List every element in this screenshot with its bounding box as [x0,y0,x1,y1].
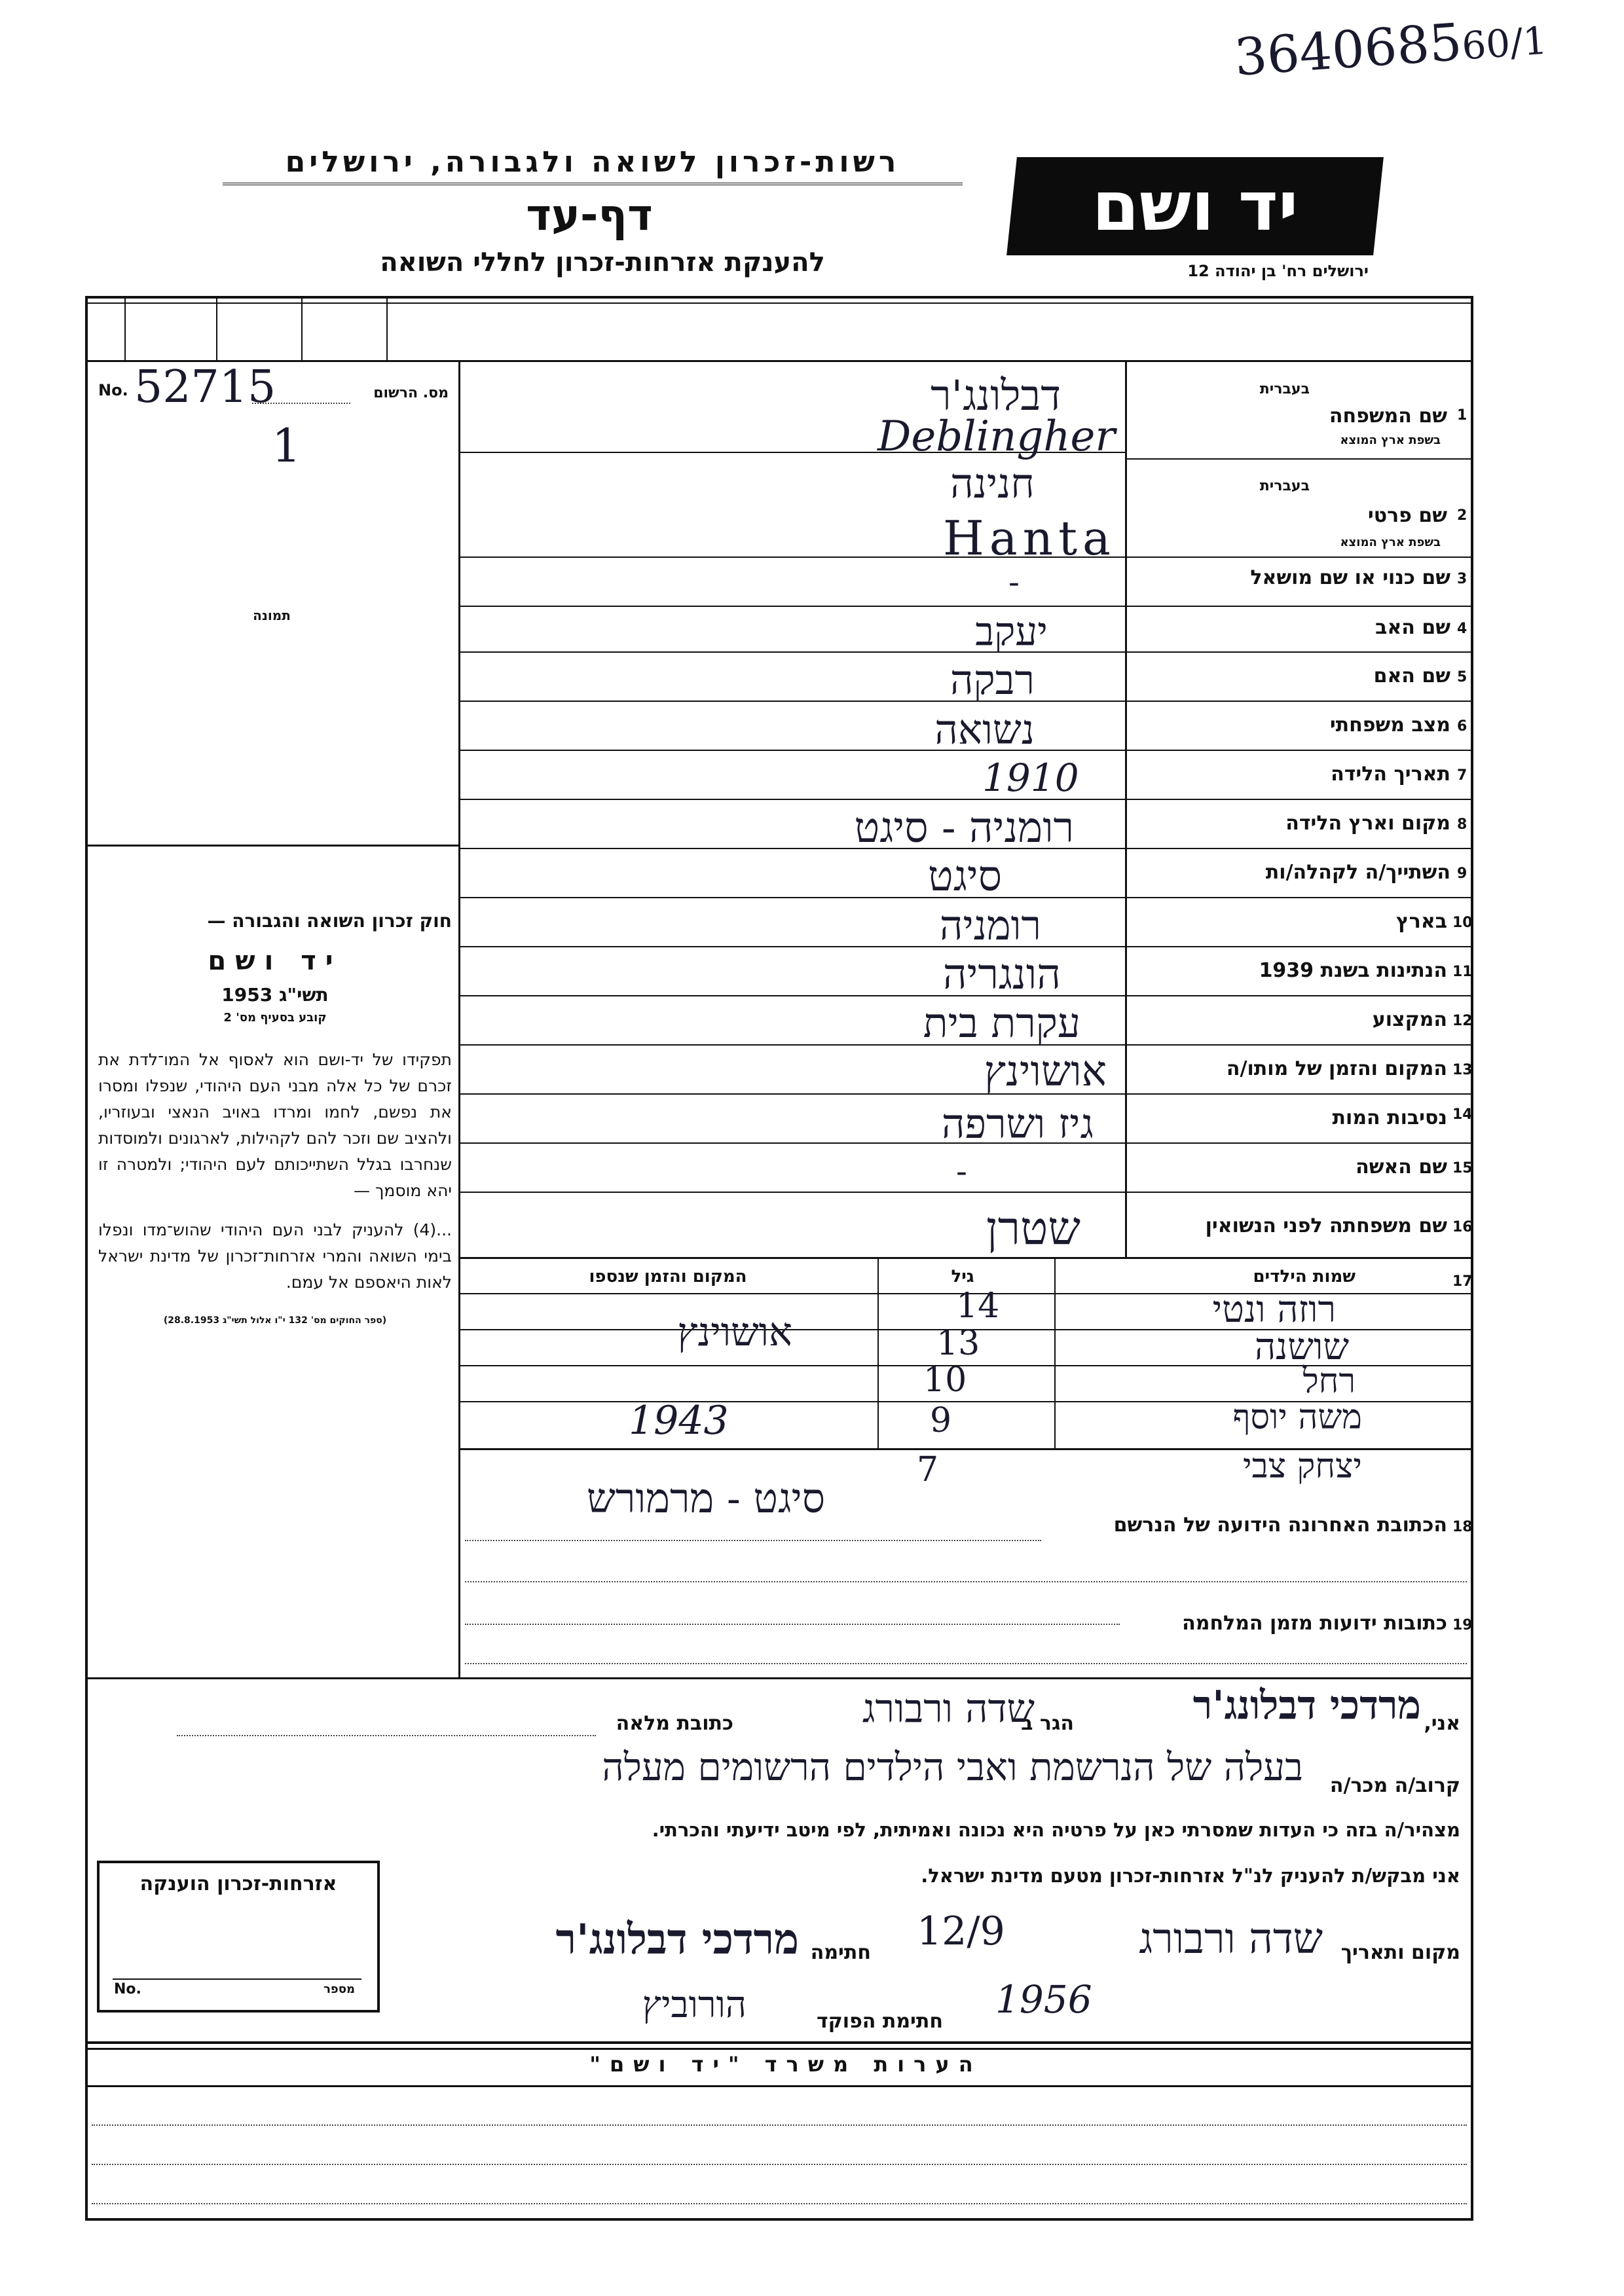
field-16-value: שטרן [986,1201,1080,1255]
no-label: No. [98,381,128,399]
footer-title: הערות משרד "יד ושם" [589,2052,982,2077]
officer-signature-label: חתימת הפוקד [817,2010,943,2033]
certificate-box [97,1861,380,2013]
field-1-sub2: בשפת ארץ המוצא [1340,433,1441,447]
field-6-num: 6 [1457,718,1467,735]
field-13-label: המקום והזמן של מותו/ה [1226,1057,1447,1080]
child-age-4: 9 [930,1401,952,1440]
form-subtitle: להענקת אזרחות-זכרון לחללי השואה [380,247,825,278]
field-6-label: מצב משפחתי [1329,714,1450,737]
field-12-value: עקרת בית [923,999,1080,1047]
children-col-names: שמות הילדים [1253,1267,1356,1286]
signature-label: חתימה [810,1941,871,1964]
child-place-4: 1943 [629,1398,729,1444]
field-12-num: 12 [1452,1013,1473,1029]
field-2-value-latin: Hanta [943,511,1116,566]
field-2-label: שם פרטי [1367,504,1447,527]
field-18-value: סיגט - מרמורש [587,1474,825,1522]
law-name: יד ושם [208,946,342,976]
field-5-value: רבקה [950,656,1035,704]
child-name-1: רוזה ונטי [1212,1288,1336,1331]
field-6-value: נשואה [934,706,1035,754]
field-11-label: הנתינות בשנת 1939 [1259,959,1447,982]
child-name-4: משה יוסף [1232,1398,1362,1437]
form-title: דף-עד [526,190,653,240]
field-9-value: סיגט [928,852,1002,901]
child-name-2: שושנה [1254,1326,1349,1368]
registration-box [88,361,458,845]
field-16-label: שם משפחתה לפני הנשואין [1205,1214,1447,1237]
field-1-value-hebrew: דבלונג'ר [931,372,1061,420]
certificate-number-label: מספר [323,1982,355,1996]
archive-number-suffix: 60/1 [1460,18,1549,69]
field-14-value: גיז ושרפה [941,1100,1094,1148]
field-2-sub1: בעברית [1259,478,1310,494]
archive-number [1232,10,1549,88]
law-text-2: ...(4) להעניק לבני העם היהודי שהוש־מדו ונפלו בימי השואה והמרי אזרחות־זכרון של מדינת ישראל לאות היאספם אל עמם. [98,1220,452,1292]
child-age-1: 14 [956,1286,1000,1326]
resides-label: הגר ב [1021,1712,1074,1735]
field-3-num: 3 [1457,571,1467,587]
child-age-3: 10 [923,1360,967,1400]
field-14-label: נסיבות המות [1332,1106,1447,1129]
field-8-label: מקום וארץ הלידה [1285,812,1450,835]
logo-text: יד ושם [1092,166,1299,246]
photo-label: תמונה [253,608,291,623]
field-2-num: 2 [1457,507,1467,524]
address: ירושלים רח' בן יהודה 12 [1187,262,1369,280]
full-address-label: כתובת מלאה [616,1712,733,1735]
field-18-label: הכתובת האחרונה הידועה של הנרשם [1113,1514,1447,1537]
declaration-statement-2: אני מבקש/ת להעניק לנ"ל אזרחות-זכרון מטעם מדינת ישראל. [921,1865,1460,1887]
child-age-5: 7 [917,1450,939,1489]
field-7-value: 1910 [982,756,1079,800]
field-4-value: יעקב [975,609,1048,655]
field-2-sub2: בשפת ארץ המוצא [1340,536,1441,549]
field-5-label: שם האם [1373,665,1450,687]
field-4-label: שם האב [1375,616,1450,639]
field-11-num: 11 [1452,964,1473,980]
field-14-num: 14 [1452,1106,1473,1123]
field-7-label: תאריך הלידה [1331,763,1450,786]
field-8-num: 8 [1457,816,1467,833]
field-1-sub1: בעברית [1259,381,1310,397]
yad-vashem-logo [1006,157,1384,255]
certificate-no-label: No. [114,1981,141,1997]
child-name-5: יצחק צבי [1243,1447,1362,1486]
declaration-statement-1: מצהיר/ה בזה כי העדות שמסרתי כאן על פרטיה היא נכונה ואמיתית, לפי מיטב ידיעתי והכרתי. [652,1819,1460,1841]
signature-value: מרדכי דבלונג'ר [555,1915,799,1964]
place-date-label: מקום ותאריך [1340,1941,1460,1964]
field-1-label: שם המשפחה [1329,405,1447,428]
field-15-value: - [956,1152,967,1190]
field-9-num: 9 [1457,866,1467,882]
field-3-value: - [1008,563,1020,601]
field-15-label: שם האשה [1356,1156,1447,1178]
law-title: חוק זכרון השואה והגבורה — [207,910,452,932]
declarant-name: מרדכי דבלונג'ר [1192,1683,1421,1728]
declaration-i-label: אני, [1424,1712,1460,1735]
certificate-title: אזרחות-זכרון הוענקה [139,1872,337,1895]
field-15-num: 15 [1452,1160,1473,1176]
field-2-value-hebrew: חנינה [950,460,1035,507]
field-10-num: 10 [1452,915,1473,931]
field-5-num: 5 [1457,669,1467,685]
law-box [98,910,452,1326]
relation-value: בעלה של הנרשמת ואבי הילדים הרשומים מעלה [602,1745,1303,1789]
child-place-2: אושוינץ [677,1309,792,1355]
law-year: תשי"ג 1953 [221,984,329,1006]
field-17-num: 17 [1452,1273,1473,1290]
archive-number-main: 3640685 [1232,12,1464,88]
date-value: 12/9 [917,1908,1005,1954]
registration-number: 52715 [134,361,276,413]
field-11-value: הונגריה [942,951,1061,999]
place-value: שדה ורבורג [1139,1915,1323,1963]
year-value: 1956 [995,1977,1092,2022]
authority-line: רשות-זכרון לשואה ולגבורה, ירושלים [223,145,963,185]
resides-value: שדה ורבורג [862,1686,1035,1732]
law-source: (ספר החוקים מס' 132 י"ו אלול תשי"ג 28.8.1953) [163,1315,387,1326]
field-18-num: 18 [1452,1519,1473,1535]
field-3-label: שם כנוי או שם מושאל [1250,566,1450,589]
children-col-age: גיל [951,1267,974,1286]
registration-label: מס. הרשום [373,385,449,401]
field-8-value: רומניה - סיגט [854,804,1074,852]
field-13-value: אושוינץ [984,1048,1107,1096]
field-19-num: 19 [1452,1617,1473,1633]
field-10-value: רומניה [939,902,1041,949]
children-col-place: המקום והזמן שנספו [589,1267,747,1286]
field-1-value-latin: Deblingher [877,412,1115,461]
field-16-num: 16 [1452,1219,1473,1235]
field-7-num: 7 [1457,767,1467,784]
field-19-label: כתובות ידועות מזמן המלחמה [1182,1612,1447,1635]
registration-sub: 1 [272,419,301,473]
law-clause: קובע בסעיף מס' 2 [223,1011,327,1025]
field-13-num: 13 [1452,1062,1473,1078]
child-age-2: 13 [936,1324,980,1363]
child-name-3: רחל [1302,1362,1356,1401]
officer-signature-value: הורוביץ [642,1984,747,2026]
field-10-label: בארץ [1395,910,1447,933]
field-9-label: השתייך/ה לקהלה/ות [1265,861,1450,884]
law-text-1: תפקידו של יד-ושם הוא לאסוף אל המו־לדת את זכרם של כל אלה מבני העם היהודי, שנפלו ומסרו את נפשם, לחמו ומרדו באויב הנאצי ובעוזריו, ולהציב שם וזכר להם לקהילות, לארגונים ולמוסדות שנחרבו בגלל השתייכותם לעם היהודי; ולמטרה זו יהא מוסמך — [98,1050,452,1200]
field-1-num: 1 [1457,407,1467,424]
field-12-label: המקצוע [1372,1008,1447,1031]
field-4-num: 4 [1457,621,1467,637]
relative-label: קרוב/ה מכר/ה [1329,1774,1460,1797]
